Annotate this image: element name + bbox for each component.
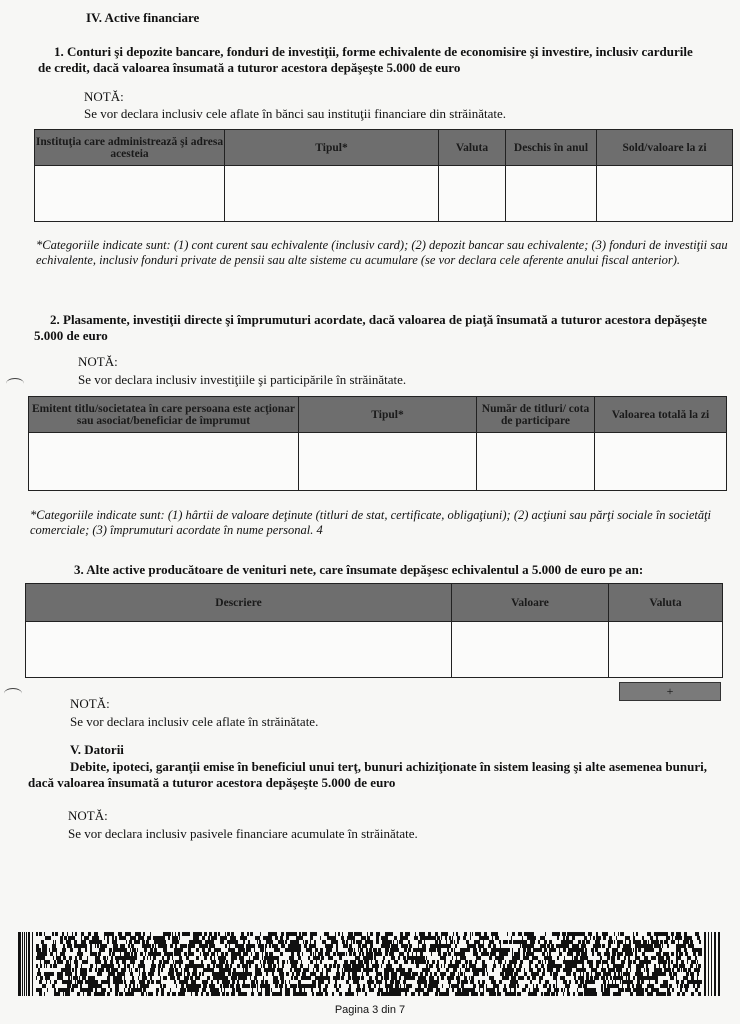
punch-hole-mark <box>4 688 22 699</box>
col-balance: Sold/valoare la zi <box>597 130 733 166</box>
add-row-button[interactable]: + <box>619 682 721 701</box>
col-total-value: Valoarea totală la zi <box>595 397 727 433</box>
accounts-table <box>34 129 733 222</box>
sub2-nota-text: Se vor declara inclusiv investiţiile şi participările în străinătate. <box>78 372 407 387</box>
col-value: Valoare <box>452 584 609 622</box>
col-currency: Valuta <box>609 584 723 622</box>
investments-table <box>28 396 727 491</box>
page-number: Pagina 3 din 7 <box>334 1004 406 1016</box>
section-title: V. Datorii <box>70 742 124 757</box>
col-currency: Valuta <box>439 130 506 166</box>
sub1-heading: 1. Conturi şi depozite bancare, fonduri de investiţii, forme echivalente de economisire şi investire, inclusiv cardurile de credit, dacă valoarea însumată a tuturor acestora depăşeşte 5.000 de euro <box>38 44 693 75</box>
table-cell[interactable] <box>29 433 299 491</box>
sub2-heading: 2. Plasamente, investiţii directe şi împrumuturi acordate, dacă valoarea de piaţă însumată a tuturor acestora depăşeşte 5.000 de euro <box>34 312 707 343</box>
section5-nota-label: NOTĂ: <box>68 808 108 823</box>
col-opened-year: Deschis în anul <box>506 130 597 166</box>
table-cell[interactable] <box>26 622 452 678</box>
sub1-nota-text: Se vor declara inclusiv cele aflate în bănci sau instituţii financiare din străinătate. <box>84 106 506 121</box>
table-cell[interactable] <box>595 433 727 491</box>
sub3-nota-text: Se vor declara inclusiv cele aflate în străinătate. <box>70 714 319 729</box>
col-type: Tipul* <box>225 130 439 166</box>
table-cell[interactable] <box>597 166 733 222</box>
table-cell[interactable] <box>452 622 609 678</box>
table-cell[interactable] <box>609 622 723 678</box>
table-cell[interactable] <box>35 166 225 222</box>
col-institution: Instituţia care administrează şi adresa acesteia <box>35 130 225 166</box>
section5-heading: Debite, ipoteci, garanţii emise în beneficiul unui terţ, bunuri achiziţionate în sistem leasing şi alte asemenea bunuri, dacă valoarea însumată a tuturor acestora depăşeşte 5.000 de euro <box>28 759 707 790</box>
sub3-heading: 3. Alte active producătoare de venituri nete, care însumate depăşesc echivalentul a 5.000 de euro pe an: <box>74 562 644 577</box>
col-type: Tipul* <box>299 397 477 433</box>
col-issuer: Emitent titlu/societatea în care persoana este acţionar sau asociat/beneficiar de împrumut <box>29 397 299 433</box>
sub1-footnote: *Categoriile indicate sunt: (1) cont curent sau echivalente (inclusiv card); (2) depozit bancar sau echivalente; (3) fonduri de investiţii sau echivalente, inclusiv fonduri private de pensii sau alte sisteme cu acumulare (se vor declara cele aferente anului fiscal anterior). <box>36 238 728 267</box>
sub2-nota-label: NOTĂ: <box>78 354 118 369</box>
col-description: Descriere <box>26 584 452 622</box>
punch-hole-mark <box>6 378 24 389</box>
col-shares: Număr de titluri/ cota de participare <box>477 397 595 433</box>
section-title: IV. Active financiare <box>86 10 200 25</box>
pdf417-barcode <box>18 932 720 996</box>
table-cell[interactable] <box>477 433 595 491</box>
table-cell[interactable] <box>506 166 597 222</box>
sub3-nota-label: NOTĂ: <box>70 696 110 711</box>
other-assets-table <box>25 583 723 678</box>
sub1-nota-label: NOTĂ: <box>84 89 124 104</box>
section5-nota-text: Se vor declara inclusiv pasivele financiare acumulate în străinătate. <box>68 826 418 841</box>
table-cell[interactable] <box>225 166 439 222</box>
sub2-footnote: *Categoriile indicate sunt: (1) hârtii de valoare deţinute (titluri de stat, certificate, obligaţiuni); (2) acţiuni sau părţi sociale în societăţi comerciale; (3) împrumuturi acordate în nume personal. 4 <box>30 508 712 537</box>
table-cell[interactable] <box>299 433 477 491</box>
table-cell[interactable] <box>439 166 506 222</box>
